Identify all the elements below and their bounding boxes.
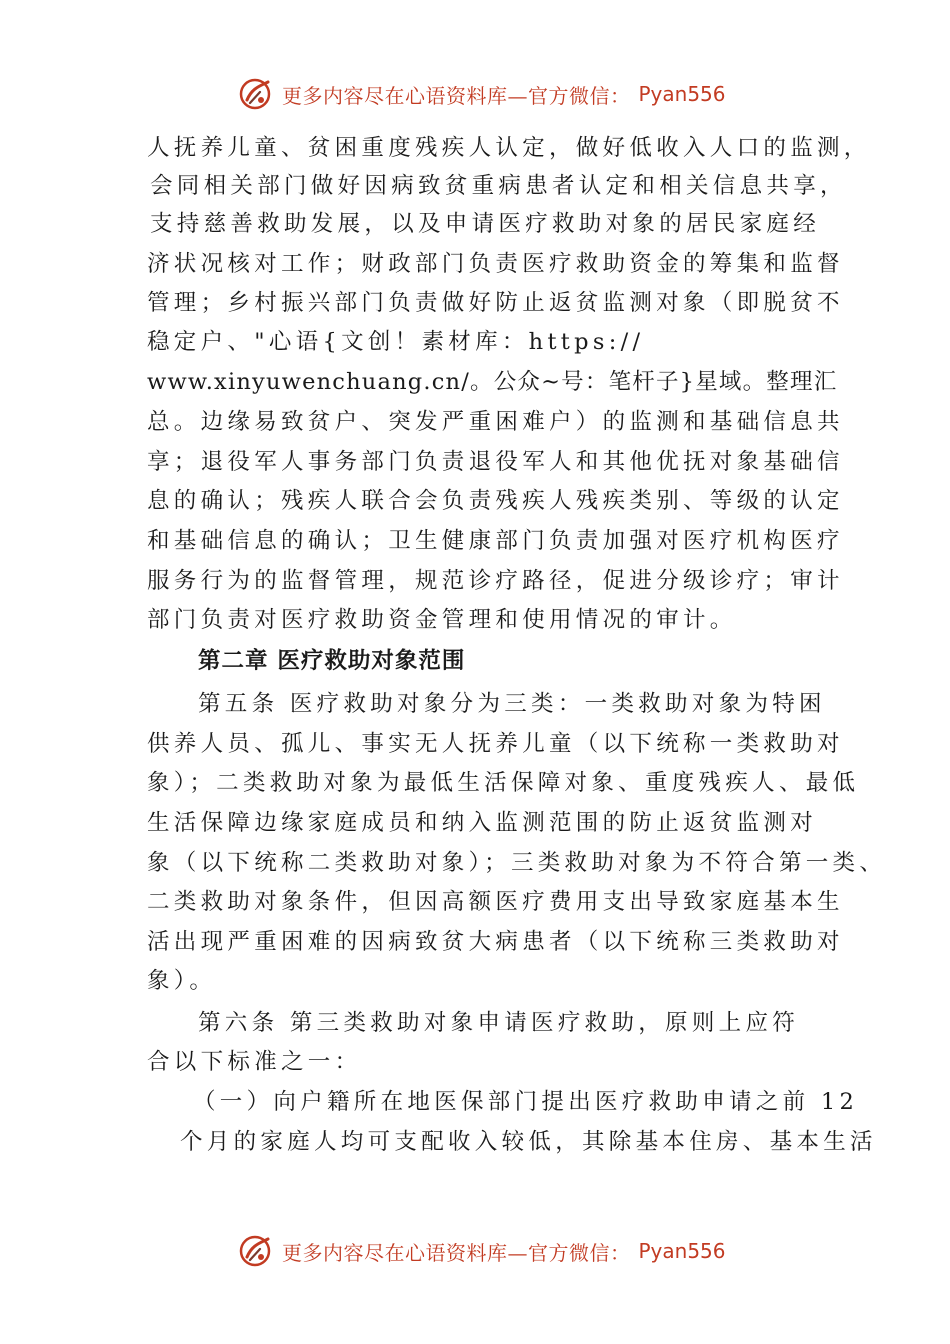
body-line: 部门负责对医疗救助资金管理和使用情况的审计。 — [147, 607, 737, 633]
footer-wechat-id: Pyan556 — [638, 1239, 726, 1263]
footer-slogan: 更多内容尽在心语资料库—官方微信： — [282, 1240, 631, 1265]
body-line: 息的确认；残疾人联合会负责残疾人残疾类别、等级的认定 — [147, 488, 844, 514]
footer-banner — [238, 1231, 726, 1271]
body-line: 生活保障边缘家庭成员和纳入监测范围的防止返贫监测对 — [147, 810, 818, 836]
body-line: 象）。 — [147, 968, 217, 994]
body-line: 二类救助对象条件，但因高额医疗费用支出导致家庭基本生 — [147, 889, 844, 915]
body-line: 支持慈善救助发展，以及申请医疗救助对象的居民家庭经 — [150, 211, 821, 237]
body-line: 象）；二类救助对象为最低生活保障对象、重度残疾人、最低 — [147, 770, 860, 796]
body-line: 活出现严重困难的因病致贫大病患者（以下统称三类救助对 — [147, 929, 844, 955]
article-six-title-line: 第六条 第三类救助对象申请医疗救助，原则上应符 — [198, 1010, 800, 1036]
header-slogan: 更多内容尽在心语资料库—官方微信： — [282, 83, 631, 108]
body-line: 管理；乡村振兴部门负责做好防止返贫监测对象（即脱贫不 — [147, 290, 844, 316]
header-wechat-id: Pyan556 — [638, 82, 726, 106]
body-line: 供养人员、孤儿、事实无人抚养儿童（以下统称一类救助对 — [147, 731, 844, 757]
body-line: 稳定户、"心语{文创！素材库：https:// — [147, 329, 645, 355]
brand-logo-icon — [238, 1233, 274, 1269]
article-five-title-line: 第五条 医疗救助对象分为三类：一类救助对象为特困 — [198, 691, 826, 717]
body-line: 和基础信息的确认；卫生健康部门负责加强对医疗机构医疗 — [147, 528, 844, 554]
body-line: 人抚养儿童、贫困重度残疾人认定，做好低收入人口的监测， — [147, 135, 871, 161]
body-line: 服务行为的监督管理，规范诊疗路径，促进分级诊疗；审计 — [147, 568, 844, 594]
body-line: 总。边缘易致贫户、突发严重困难户）的监测和基础信息共 — [147, 409, 844, 435]
header-banner — [238, 74, 726, 114]
body-line: 象（以下统称二类救助对象）；三类救助对象为不符合第一类、 — [147, 850, 887, 876]
body-line: 个月的家庭人均可支配收入较低，其除基本住房、基本生活 — [180, 1129, 877, 1155]
body-line: 济状况核对工作；财政部门负责医疗救助资金的筹集和监督 — [147, 251, 844, 277]
brand-logo-icon — [238, 76, 274, 112]
list-item-one-line: （一）向户籍所在地医保部门提出医疗救助申请之前 12 — [193, 1089, 859, 1115]
body-line: 会同相关部门做好因病致贫重病患者认定和相关信息共享， — [150, 173, 847, 199]
body-line: 合以下标准之一： — [147, 1049, 362, 1075]
chapter-heading: 第二章 医疗救助对象范围 — [198, 648, 466, 674]
body-line: 享；退役军人事务部门负责退役军人和其他优抚对象基础信 — [147, 449, 844, 475]
body-line: www.xinyuwenchuang.cn/。公众~号：笔杆子}星域。整理汇 — [147, 369, 838, 395]
